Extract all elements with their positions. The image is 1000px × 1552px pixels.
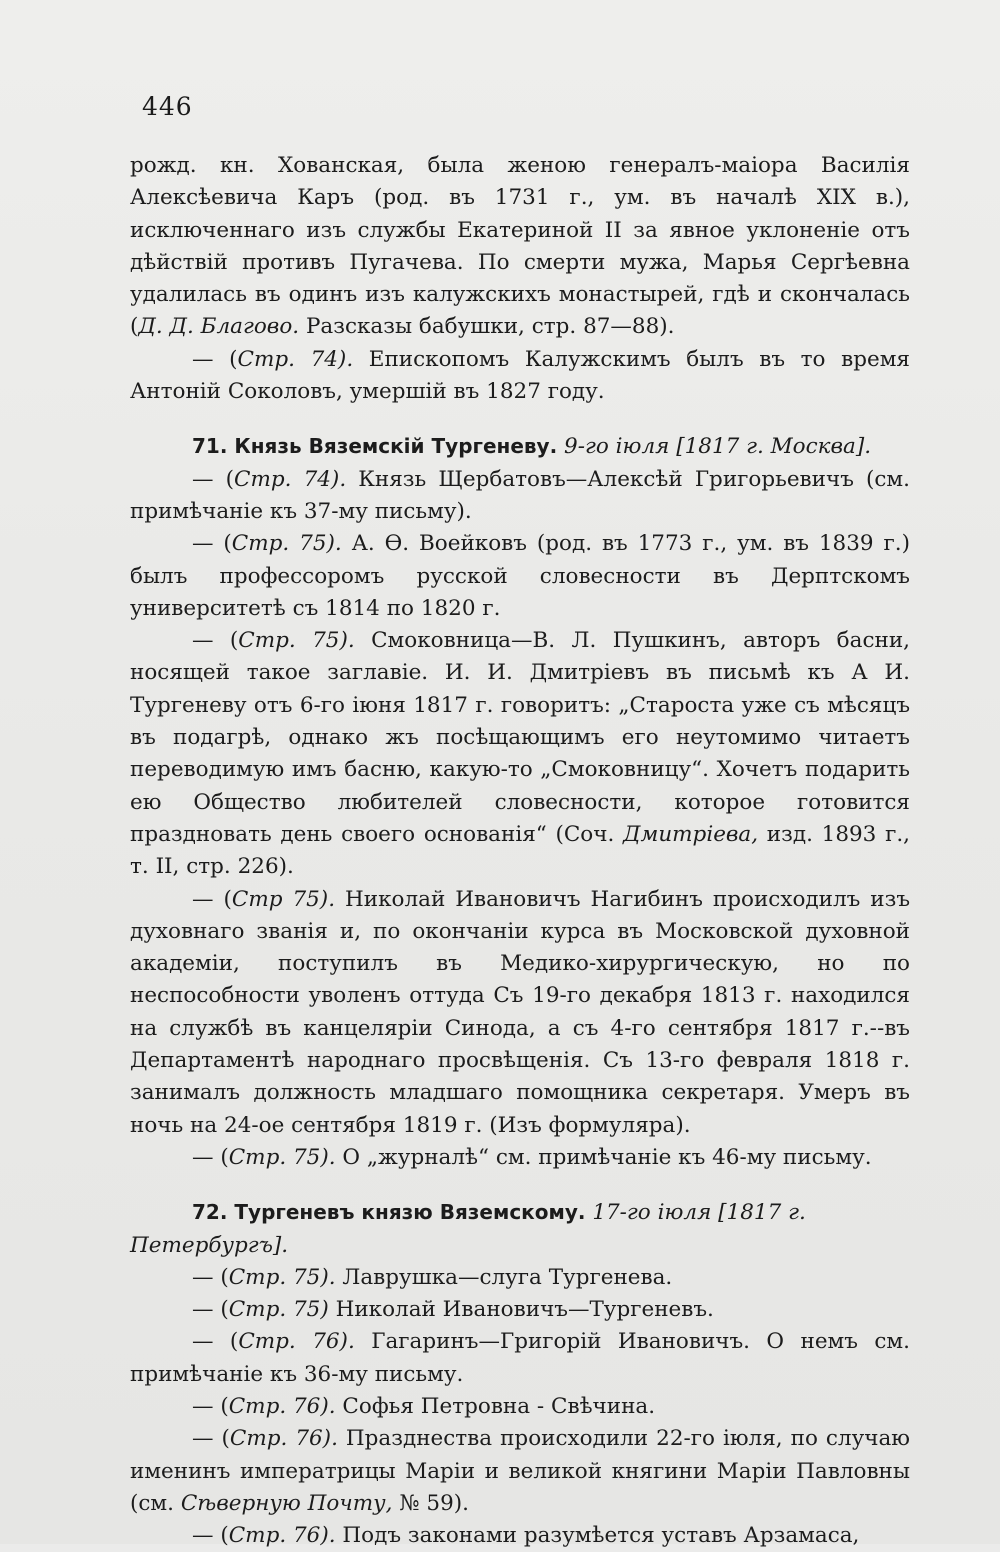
note-text: Епископомъ Калужскимъ былъ въ то время Антоній Соколовъ, умершій въ 1827 году. <box>130 346 910 405</box>
page-reference: Стр 75). <box>231 886 336 912</box>
source-reference: Дмитріева, <box>623 821 759 847</box>
note-dash: — ( <box>192 1329 239 1355</box>
page-reference: Стр. 75). <box>228 1144 336 1170</box>
note-dash: — ( <box>192 1393 229 1419</box>
page-number: 446 <box>142 92 193 121</box>
note-text: Подъ законами разумѣется уставъ Арзамаса, <box>335 1523 860 1549</box>
note-text: Николай Ивановичъ Нагибинъ происходилъ изъ духовнаго званія и, по окончаніи курса въ Московской духовной академіи, поступилъ въ Медико-хирургическую, но по неспособности уволенъ оттуда Съ 19-го декабря 1813 г. находился на службѣ въ канцеляріи Синода, а съ 4-го сентября 1817 г.--въ Департаментѣ народнаго просвѣщенія. Съ 13-го февраля 1818 г. занималъ должность младшаго помощника секретаря. Умеръ въ ночь на 24-ое сентября 1819 г. (Изъ формуляра). <box>130 886 910 1138</box>
page-reference: Стр. 75). <box>228 1264 336 1290</box>
page-reference: Стр. 76). <box>229 1426 338 1452</box>
note-dash: — ( <box>192 1426 230 1452</box>
note-svechina <box>130 1391 910 1423</box>
note-nikolai-turgenev <box>130 1294 910 1326</box>
note-dash: — ( <box>192 886 232 912</box>
note-text: О „журналѣ“ см. примѣчаніе къ 46-му письму. <box>335 1144 872 1170</box>
note-dash: — ( <box>192 346 238 372</box>
note-text: Празднества происходили 22-го іюля, по случаю именинъ императрицы Маріи и великой княгини Маріи Павловны (см. <box>130 1426 910 1516</box>
page-reference: Стр. 75). <box>238 628 355 654</box>
note-text: Николай Ивановичъ—Тургеневъ. <box>328 1297 714 1323</box>
note-bishop <box>130 344 910 409</box>
page-reference: Стр. 75) <box>228 1297 329 1323</box>
note-text: Князь Щербатовъ—Алексѣй Григорьевичъ (см. примѣчаніе къ 37-му письму). <box>130 466 910 524</box>
note-gagarin <box>130 1326 910 1391</box>
letter-72-date: 17-го іюля [1817 г. Петербургъ]. <box>130 1200 806 1258</box>
note-dash: — ( <box>192 1523 229 1549</box>
text-body <box>130 150 910 1552</box>
note-text: изд. 1893 г., т. II, стр. 226). <box>130 821 910 880</box>
note-text: Смоковница—В. Л. Пушкинъ, авторъ басни, носящей такое заглавіе. И. И. Дмитріевъ въ письмѣ къ А И. Тургеневу отъ 6-го іюня 1817 г. говоритъ: „Староста уже съ мѣсяцъ въ подагрѣ, однако жъ посѣщающимъ его неутомимо читаетъ переводимую имъ басню, какую-то „Смоковницу“. Хочетъ подарить ею Общество любителей словесности, которое готовится праздновать день своего основанія“ (Соч. <box>130 628 910 847</box>
note-journal <box>130 1142 910 1174</box>
note-shcherbatov <box>130 464 910 529</box>
note-text: Софья Петровна - Свѣчина. <box>335 1393 656 1419</box>
paragraph-text: Разсказы бабушки, стр. 87—88). <box>299 314 675 340</box>
note-text: № 59). <box>392 1490 469 1516</box>
note-festivities <box>130 1423 910 1520</box>
letter-71-heading <box>130 430 910 463</box>
letter-71-date: 9-го іюля [1817 г. Москва]. <box>564 434 872 460</box>
note-nagibin <box>130 884 910 1142</box>
note-dash: — ( <box>192 1144 229 1170</box>
letter-72-title: 72. Тургеневъ князю Вяземскому. <box>192 1200 586 1225</box>
note-text: А. Ѳ. Воейковъ (род. въ 1773 г., ум. въ 1839 г.) былъ профессоромъ русской словесности въ Дерптскомъ университетѣ съ 1814 по 1820 г. <box>130 531 910 621</box>
note-dash: — ( <box>192 1297 229 1323</box>
source-reference: Сѣверную Почту, <box>180 1490 393 1516</box>
note-dash: — ( <box>192 1264 229 1290</box>
author-reference: Д. Д. Благово. <box>138 314 300 340</box>
letter-71-title: 71. Князь Вяземскій Тургеневу. <box>192 434 558 459</box>
page-reference: Стр. 74). <box>237 346 354 372</box>
paragraph-kar-note <box>130 150 910 344</box>
page-reference: Стр. 76). <box>228 1523 336 1549</box>
note-dash: — ( <box>192 628 239 654</box>
letter-72-heading <box>130 1196 910 1262</box>
note-voeikov <box>130 528 910 625</box>
note-dash: — ( <box>192 531 232 557</box>
page-reference: Стр. 75). <box>231 531 342 557</box>
page-reference: Стр. 74). <box>234 466 347 492</box>
note-smokovnitsa <box>130 625 910 883</box>
note-arzamas-laws <box>130 1520 910 1552</box>
page-reference: Стр. 76). <box>228 1393 336 1419</box>
note-dash: — ( <box>192 466 235 492</box>
note-text: Гагаринъ—Григорій Ивановичъ. О немъ см. примѣчаніе къ 36-му письму. <box>130 1329 910 1387</box>
note-lavrushka <box>130 1262 910 1294</box>
note-text: Лаврушка—слуга Тургенева. <box>335 1264 673 1290</box>
page-reference: Стр. 76). <box>238 1329 355 1355</box>
paragraph-text: рожд. кн. Хованская, была женою генералъ-маіора Василія Алексѣевича Каръ (род. въ 1731 г., ум. въ началѣ XIX в.), исключеннаго изъ службы Екатериной II за явное уклоненіе отъ дѣйствій противъ Пугачева. По смерти мужа, Марья Сергѣевна удалилась въ одинъ изъ калужскихъ монастырей, гдѣ и скончалась ( <box>130 153 910 340</box>
